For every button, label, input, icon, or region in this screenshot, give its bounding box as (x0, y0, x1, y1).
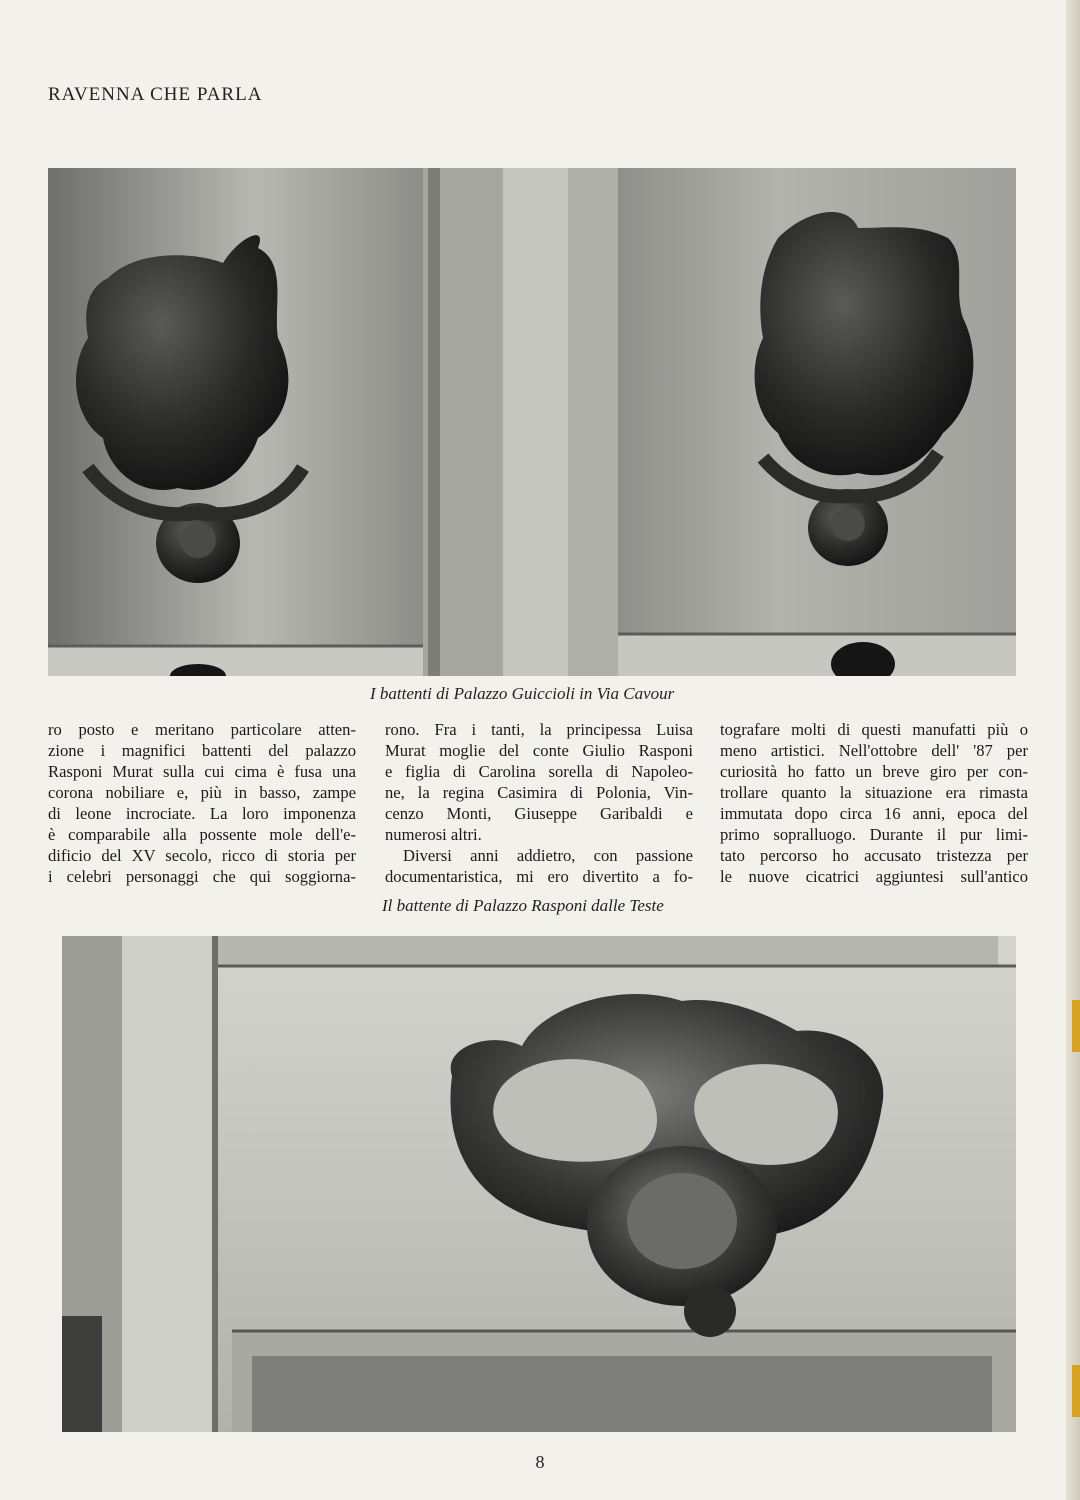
text-line: tografare molti di questi manufatti più o (720, 720, 1028, 739)
text-line: di leone incrociate. La loro imponenza (48, 804, 356, 823)
text-line: meno artistici. Nell'ottobre dell' '87 per (720, 741, 1028, 760)
text-line: Rasponi Murat sulla cui cima è fusa una (48, 762, 356, 781)
page-tab-marker (1072, 1365, 1080, 1417)
text-line: le nuove cicatrici aggiuntesi sull'antico (720, 867, 1028, 886)
text-line: corona nobiliare e, più in basso, zampe (48, 783, 356, 802)
text-line: ne, la regina Casimira di Polonia, Vin- (385, 783, 693, 802)
text-line: è comparabile alla possente mole dell'e- (48, 825, 356, 844)
text-line: rono. Fra i tanti, la principessa Luisa (385, 720, 693, 739)
page-edge (1066, 0, 1080, 1500)
text-column-1 (48, 719, 356, 887)
text-line: dificio del XV secolo, ricco di storia per (48, 846, 356, 865)
text-line: e figlia di Carolina sorella di Napoleo- (385, 762, 693, 781)
text-line: i celebri personaggi che qui soggiorna- (48, 867, 356, 886)
figure-caption-top: I battenti di Palazzo Guiccioli in Via Cavour (370, 684, 675, 703)
text-line: documentaristica, mi ero divertito a fo- (385, 867, 693, 886)
text-line: curiosità ho fatto un breve giro per con- (720, 762, 1028, 781)
text-line: Murat moglie del conte Giulio Rasponi (385, 741, 693, 760)
text-line: trollare quanto la situazione era rimasta (720, 783, 1028, 802)
text-line: primo sopralluogo. Durante il pur limi- (720, 825, 1028, 844)
lion-knocker-illustration (62, 936, 1016, 1432)
text-line: zione i magnifici battenti del palazzo (48, 741, 356, 760)
text-column-2 (385, 719, 693, 887)
figure-caption-bottom: Il battente di Palazzo Rasponi dalle Teste (382, 896, 664, 915)
page-tab-marker (1072, 1000, 1080, 1052)
photo-door-knocker-rasponi (62, 936, 1016, 1432)
text-line: numerosi altri. (385, 825, 482, 844)
text-line: cenzo Monti, Giuseppe Garibaldi e (385, 804, 693, 823)
door-knockers-illustration (48, 168, 1016, 676)
text-line: immutata dopo circa 16 anni, epoca del (720, 804, 1028, 823)
text-line: tato percorso ho accusato tristezza per (720, 846, 1028, 865)
text-line: Diversi anni addietro, con passione (403, 846, 693, 865)
text-column-3 (720, 719, 1028, 887)
photo-door-knockers-guiccioli (48, 168, 1016, 676)
running-title: RAVENNA CHE PARLA (48, 84, 263, 105)
text-line: ro posto e meritano particolare atten- (48, 720, 356, 739)
page-number: 8 (535, 1452, 545, 1472)
